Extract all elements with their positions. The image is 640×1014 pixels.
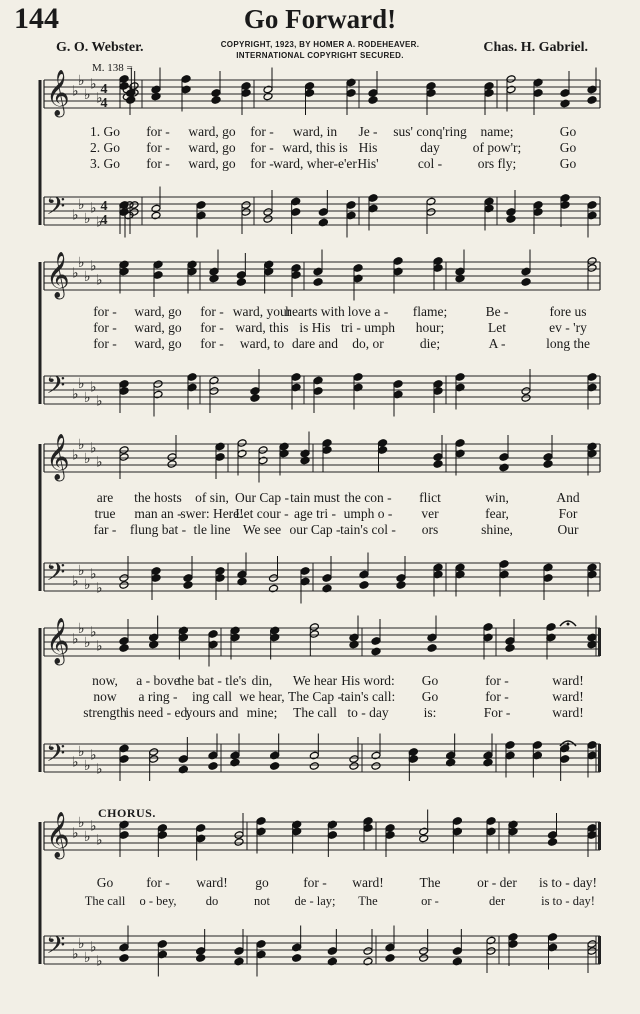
lyric-syllable: ward, your <box>232 304 292 319</box>
lyric-syllable: ver <box>421 506 439 521</box>
svg-text:♭: ♭ <box>78 198 85 213</box>
lyric-syllable: ward, in <box>292 124 338 139</box>
lyric-syllable: to - day <box>347 705 389 720</box>
treble-clef-icon: 𝄞 <box>46 70 70 116</box>
lyric-syllable: ward, go <box>134 320 182 335</box>
lyric-syllable: flame; <box>412 304 448 319</box>
svg-text:♭: ♭ <box>72 84 79 100</box>
lyric-syllable: Go <box>559 140 577 155</box>
svg-text:♭: ♭ <box>84 88 91 103</box>
lyric-syllable: o - bey, <box>139 894 177 908</box>
treble-clef-icon: 𝄞 <box>46 434 70 480</box>
bass-clef-icon: 𝄢 <box>46 371 66 406</box>
bass-clef-icon: 𝄢 <box>46 558 66 593</box>
lyric-syllable: ward, to <box>239 336 285 351</box>
lyric-syllable: for - <box>250 156 274 171</box>
treble-notes <box>119 616 597 667</box>
svg-text:♭: ♭ <box>72 947 79 963</box>
lyric-syllable: for - <box>146 156 170 171</box>
svg-text:♭: ♭ <box>84 830 91 845</box>
svg-text:♭: ♭ <box>90 567 97 583</box>
bass-clef-icon: 𝄢 <box>46 931 66 966</box>
svg-text:♭: ♭ <box>72 266 79 282</box>
lyric-syllable: of sin, <box>195 490 229 505</box>
lyric-syllable: ward! <box>196 875 228 890</box>
lyric-syllable: win, <box>485 490 509 505</box>
lyric-syllable: for - <box>200 304 224 319</box>
svg-text:♭: ♭ <box>96 954 103 970</box>
lyric-syllable: ward, wher-e'er <box>273 156 357 171</box>
lyric-syllable: do, or <box>352 336 384 351</box>
hymn-number: 144 <box>14 2 59 35</box>
lyric-syllable: is: <box>423 705 437 720</box>
bass-notes <box>119 187 597 238</box>
lyric-syllable: now <box>93 689 117 704</box>
author-credit: G. O. Webster. <box>56 40 144 55</box>
svg-text:♭: ♭ <box>78 937 85 952</box>
final-barline <box>598 822 601 850</box>
svg-text:♭: ♭ <box>72 574 79 590</box>
lyric-syllable: love a - <box>347 304 389 319</box>
lyric-syllable: The call <box>84 894 126 908</box>
lyric-syllable: true <box>94 506 116 521</box>
lyric-syllable: or - der <box>477 875 517 890</box>
bass-notes <box>119 553 597 604</box>
bass-key-signature <box>72 198 103 231</box>
lyric-syllable: for - <box>146 140 170 155</box>
lyric-syllable: tain's col - <box>340 522 396 537</box>
lyric-syllable: ors fly; <box>477 156 517 171</box>
svg-text:♭: ♭ <box>78 816 85 831</box>
svg-text:♭: ♭ <box>96 394 103 410</box>
lyric-syllable: For - <box>483 705 511 720</box>
lyric-syllable: We see <box>242 522 282 537</box>
lyric-syllable: our Cap - <box>289 522 341 537</box>
lyric-syllable: The Cap - <box>288 689 342 704</box>
lyric-syllable: we hear, <box>239 689 285 704</box>
lyric-syllable: far - <box>93 522 117 537</box>
lyric-syllable: or - <box>421 894 439 908</box>
lyric-syllable: 1. Go <box>90 124 120 139</box>
chorus-label: CHORUS. <box>98 806 156 820</box>
lyric-syllable: hour; <box>415 320 445 335</box>
svg-text:♭: ♭ <box>96 273 103 289</box>
bass-key-signature <box>72 745 103 778</box>
lyric-syllable: for - <box>250 140 274 155</box>
lyric-syllable: de - lay; <box>294 894 336 908</box>
svg-text:♭: ♭ <box>90 748 97 764</box>
lyric-syllable: Be - <box>485 304 509 319</box>
lyric-syllable: sus' conq'ring <box>393 124 467 139</box>
lyric-syllable: ward, go <box>188 156 236 171</box>
lyric-syllable: Go <box>421 673 439 688</box>
treble-clef-icon: 𝄞 <box>46 812 70 858</box>
svg-text:♭: ♭ <box>78 438 85 453</box>
lyric-syllable: Let cour - <box>235 506 289 521</box>
lyric-syllable: Our Cap - <box>235 490 289 505</box>
lyric-syllable: The call <box>293 705 337 720</box>
lyric-syllable: Go <box>559 124 577 139</box>
bass-notes <box>119 734 597 782</box>
lyric-syllable: Go <box>559 156 577 171</box>
svg-text:♭: ♭ <box>72 826 79 842</box>
lyric-syllable: ward! <box>552 705 584 720</box>
lyric-syllable: yours and <box>185 705 239 720</box>
lyric-syllable: ing call <box>191 689 233 704</box>
svg-text:♭: ♭ <box>78 745 85 760</box>
treble-notes <box>119 810 597 861</box>
lyric-syllable: go <box>255 875 269 890</box>
lyric-syllable: of pow'r; <box>472 140 522 155</box>
svg-text:♭: ♭ <box>96 833 103 849</box>
bass-clef-icon: 𝄢 <box>46 739 66 774</box>
copyright-notice: COPYRIGHT, 1923, BY HOMER A. RODEHEAVER. <box>220 40 420 49</box>
svg-text:♭: ♭ <box>72 448 79 464</box>
lyric-syllable: the bat - tle's <box>177 673 247 688</box>
svg-text:♭: ♭ <box>84 270 91 285</box>
lyric-syllable: name; <box>480 124 514 139</box>
lyric-syllable: is need - ed, <box>125 705 191 720</box>
lyric-syllable: ward, go <box>134 336 182 351</box>
lyric-syllable: din, <box>251 673 273 688</box>
lyric-syllable: for - <box>303 875 327 890</box>
final-barline <box>598 628 601 656</box>
composer-credit: Chas. H. Gabriel. <box>483 40 588 55</box>
hymn-title: Go Forward! <box>243 4 397 34</box>
svg-text:♭: ♭ <box>90 77 97 93</box>
lyric-syllable: for - <box>200 336 224 351</box>
bass-key-signature <box>72 377 103 410</box>
svg-text:♭: ♭ <box>78 74 85 89</box>
treble-time-signature <box>101 82 108 111</box>
svg-text:♭: ♭ <box>90 259 97 275</box>
lyric-syllable: mine; <box>246 705 278 720</box>
svg-text:♭: ♭ <box>78 256 85 271</box>
lyric-syllable: We hear <box>292 673 338 688</box>
lyric-syllable: Our <box>557 522 579 537</box>
lyric-syllable: ward, go <box>134 304 182 319</box>
bass-time-signature <box>101 199 108 228</box>
lyric-syllable: tri - umph <box>341 320 395 335</box>
lyric-syllable: der <box>489 894 505 908</box>
treble-key-signature <box>72 816 103 849</box>
svg-text:♭: ♭ <box>84 759 91 774</box>
final-barline <box>598 936 601 964</box>
lyric-syllable: The <box>419 875 441 890</box>
lyric-syllable: the con - <box>344 490 392 505</box>
svg-text:♭: ♭ <box>84 578 91 593</box>
lyric-syllable: The <box>358 894 378 908</box>
lyric-syllable: flung bat - <box>129 522 187 537</box>
lyric-syllable: 2. Go <box>90 140 120 155</box>
lyric-syllable: ward! <box>352 875 384 890</box>
lyric-syllable: ward! <box>552 689 584 704</box>
bass-key-signature <box>72 564 103 597</box>
lyric-syllable: is to - day! <box>541 894 595 908</box>
tempo-marking: M. 138 = <box>92 62 133 74</box>
lyric-syllable: tle line <box>193 522 231 537</box>
svg-text:4: 4 <box>100 199 108 214</box>
lyric-syllable: the hosts <box>134 490 182 505</box>
lyric-syllable: die; <box>419 336 441 351</box>
lyric-syllable: for - <box>200 320 224 335</box>
lyric-syllable: not <box>254 894 270 908</box>
treble-notes <box>119 250 597 301</box>
lyric-syllable: His' <box>357 156 379 171</box>
lyric-syllable: man an - <box>134 506 182 521</box>
lyric-syllable: His <box>358 140 378 155</box>
treble-key-signature <box>72 622 103 655</box>
svg-text:♭: ♭ <box>72 755 79 771</box>
lyric-syllable: tain's call: <box>340 689 396 704</box>
lyric-syllable: 3. Go <box>90 156 120 171</box>
lyric-syllable: day <box>420 140 440 155</box>
svg-text:♭: ♭ <box>96 455 103 471</box>
bass-clef-icon: 𝄢 <box>46 192 66 227</box>
svg-text:♭: ♭ <box>78 377 85 392</box>
treble-clef-icon: 𝄞 <box>46 252 70 298</box>
lyric-syllable: A - <box>488 336 506 351</box>
lyric-syllable: is to - day! <box>538 875 598 890</box>
lyric-syllable: fore us <box>549 304 587 319</box>
treble-key-signature <box>72 438 103 471</box>
svg-text:♭: ♭ <box>78 564 85 579</box>
lyric-syllable: for - <box>93 320 117 335</box>
svg-text:♭: ♭ <box>78 622 85 637</box>
lyric-syllable: a ring - <box>138 689 178 704</box>
svg-text:♭: ♭ <box>90 380 97 396</box>
svg-text:♭: ♭ <box>96 762 103 778</box>
copyright-international: INTERNATIONAL COPYRIGHT SECURED. <box>236 51 404 60</box>
lyric-syllable: age tri - <box>294 506 336 521</box>
lyric-syllable: now, <box>92 673 118 688</box>
svg-text:♭: ♭ <box>84 951 91 966</box>
lyric-syllable: for - <box>146 124 170 139</box>
svg-text:♭: ♭ <box>84 391 91 406</box>
lyric-syllable: Go <box>96 875 114 890</box>
svg-text:♭: ♭ <box>90 625 97 641</box>
svg-text:♭: ♭ <box>90 940 97 956</box>
svg-text:♭: ♭ <box>72 387 79 403</box>
lyric-syllable: flict <box>419 490 441 505</box>
lyric-syllable: for - <box>146 875 170 890</box>
lyric-syllable: umph o - <box>343 506 393 521</box>
svg-text:4: 4 <box>100 82 108 97</box>
lyric-syllable: ward! <box>552 673 584 688</box>
svg-text:♭: ♭ <box>84 636 91 651</box>
svg-text:4: 4 <box>100 213 108 228</box>
lyric-syllable: ward, this is <box>282 140 348 155</box>
lyric-syllable: hearts with <box>285 304 345 319</box>
lyric-syllable: swer: Here! <box>180 506 244 521</box>
svg-text:♭: ♭ <box>84 212 91 227</box>
lyric-syllable: ors <box>421 522 439 537</box>
lyric-syllable: And <box>556 490 580 505</box>
svg-text:♭: ♭ <box>96 215 103 231</box>
svg-text:♭: ♭ <box>96 639 103 655</box>
lyric-syllable: fear, <box>485 506 509 521</box>
lyric-syllable: is His <box>299 320 331 335</box>
svg-text:♭: ♭ <box>90 819 97 835</box>
lyric-syllable: for - <box>93 304 117 319</box>
lyric-syllable: for - <box>485 689 509 704</box>
svg-text:♭: ♭ <box>72 208 79 224</box>
lyric-syllable: for - <box>250 124 274 139</box>
lyric-syllable: shine, <box>481 522 513 537</box>
treble-clef-icon: 𝄞 <box>46 618 70 664</box>
bass-key-signature <box>72 937 103 970</box>
svg-text:4: 4 <box>100 96 108 111</box>
lyric-syllable: a - bove <box>136 673 180 688</box>
svg-text:♭: ♭ <box>96 581 103 597</box>
lyric-syllable: for - <box>93 336 117 351</box>
lyric-syllable: Je - <box>358 124 378 139</box>
lyric-syllable: Go <box>421 689 439 704</box>
lyric-syllable: Let <box>488 320 506 335</box>
lyric-syllable: dare and <box>291 336 339 351</box>
lyric-syllable: ev - 'ry <box>549 320 587 335</box>
lyric-syllable: long the <box>546 336 590 351</box>
lyric-syllable: strength <box>83 705 127 720</box>
lyric-syllable: for - <box>485 673 509 688</box>
lyric-syllable: do <box>205 894 219 908</box>
lyric-syllable: ward, go <box>188 124 236 139</box>
treble-notes <box>119 432 597 483</box>
lyric-syllable: tain must <box>290 490 340 505</box>
lyric-syllable: ward, go <box>188 140 236 155</box>
treble-key-signature <box>72 256 103 289</box>
lyric-syllable: His word: <box>341 673 395 688</box>
treble-key-signature <box>72 74 103 107</box>
svg-text:♭: ♭ <box>90 201 97 217</box>
svg-text:♭: ♭ <box>96 91 103 107</box>
svg-text:♭: ♭ <box>90 441 97 457</box>
lyric-syllable: col - <box>417 156 443 171</box>
svg-text:♭: ♭ <box>84 452 91 467</box>
lyric-syllable: ward, this <box>235 320 289 335</box>
lyric-syllable: For <box>558 506 578 521</box>
lyric-syllable: are <box>96 490 114 505</box>
svg-text:♭: ♭ <box>72 632 79 648</box>
bass-notes <box>119 926 597 977</box>
final-barline <box>598 744 601 772</box>
